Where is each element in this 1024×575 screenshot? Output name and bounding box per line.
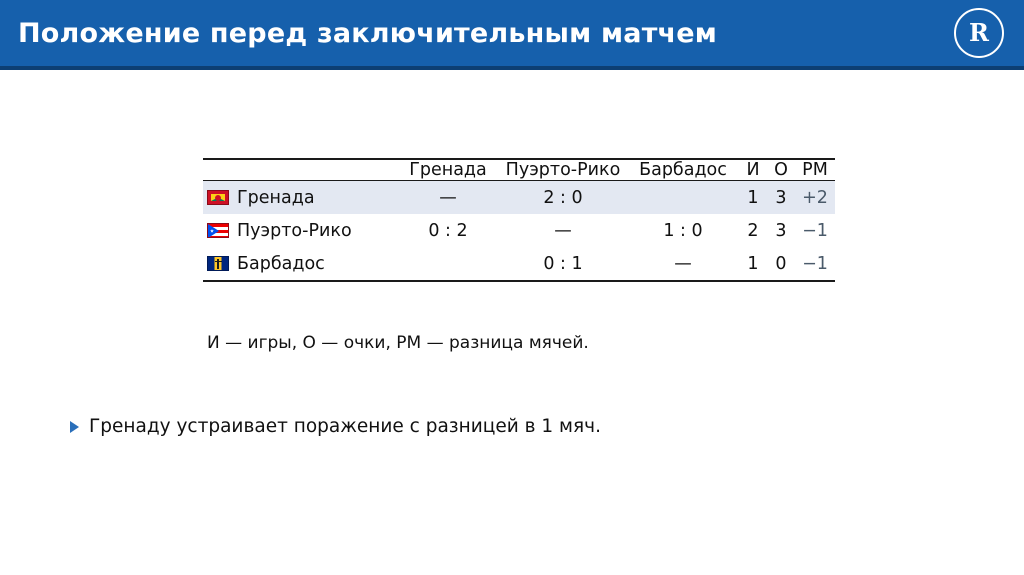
flag-grenada-icon xyxy=(207,190,229,205)
flag-barbados-icon xyxy=(207,256,229,271)
page-title: Положение перед заключительным матчем xyxy=(18,17,718,49)
column-header-grenada: Гренада xyxy=(397,159,499,181)
team-cell-puerto-rico xyxy=(203,214,397,247)
cell-points: 0 xyxy=(767,247,795,281)
column-header-points: О xyxy=(767,159,795,181)
table-legend: И — игры, О — очки, РМ — разница мячей. xyxy=(207,333,589,353)
standings-table-container xyxy=(203,158,835,282)
team-name: Барбадос xyxy=(237,253,325,274)
cell-vs-puerto-rico: 2 : 0 xyxy=(499,181,627,215)
column-header-barbados: Барбадос xyxy=(627,159,739,181)
column-header-puerto-rico: Пуэрто-Рико xyxy=(499,159,627,181)
cell-games: 1 xyxy=(739,181,767,215)
cell-goal-diff: −1 xyxy=(795,247,835,281)
cell-vs-puerto-rico: 0 : 1 xyxy=(499,247,627,281)
cell-games: 2 xyxy=(747,220,759,241)
cell-vs-barbados: — xyxy=(627,247,739,281)
bullet-item xyxy=(70,415,601,439)
table-row xyxy=(203,214,835,247)
team-cell-grenada xyxy=(203,181,397,215)
triangle-bullet-icon xyxy=(70,421,79,433)
cell-vs-puerto-rico: — xyxy=(554,220,572,241)
hse-logo xyxy=(954,8,1004,58)
cell-games: 1 xyxy=(739,247,767,281)
cell-vs-barbados xyxy=(627,181,739,215)
team-name: Пуэрто-Рико xyxy=(237,220,352,241)
cell-points: 3 xyxy=(775,220,787,241)
cell-goal-diff: −1 xyxy=(802,220,828,241)
cell-vs-grenada: — xyxy=(397,181,499,215)
cell-goal-diff: +2 xyxy=(795,181,835,215)
table-row xyxy=(203,247,835,281)
slide-header xyxy=(0,0,1024,66)
bullet-text: Гренаду устраивает поражение с разницей в 1 мяч. xyxy=(89,416,601,437)
column-header-team xyxy=(203,159,397,181)
cell-points: 3 xyxy=(767,181,795,215)
column-header-goal-diff: РМ xyxy=(795,159,835,181)
header-divider xyxy=(0,66,1024,70)
column-header-games: И xyxy=(739,159,767,181)
cell-vs-grenada: 0 : 2 xyxy=(428,220,468,241)
team-name: Гренада xyxy=(237,187,315,208)
team-cell-barbados xyxy=(203,247,397,281)
cell-vs-barbados: 1 : 0 xyxy=(663,220,703,241)
cell-vs-grenada xyxy=(397,247,499,281)
standings-table xyxy=(203,158,835,282)
logo-label: R xyxy=(969,18,989,47)
table-row xyxy=(203,181,835,215)
flag-puerto-rico-icon xyxy=(207,223,229,238)
